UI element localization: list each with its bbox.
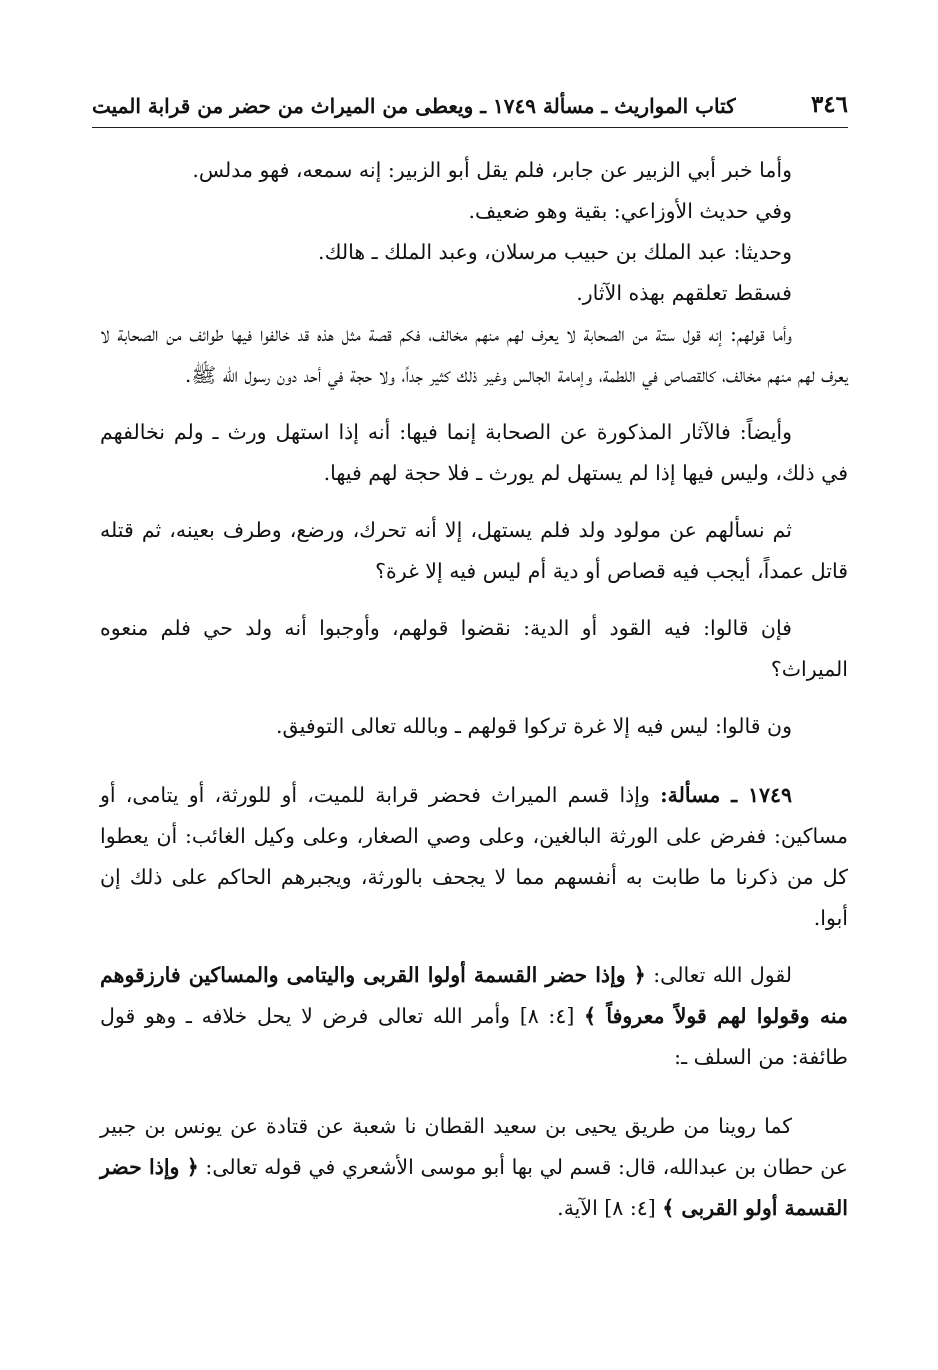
narration-verse: ﴿ وإذا حضر القسمة أولو القربى ﴾: [100, 1155, 848, 1220]
body-text: [100, 150, 848, 1229]
running-title: كتاب المواريث ـ مسألة ١٧٤٩ ـ ويعطى من الميراث من حضر من قرابة الميت: [92, 94, 736, 118]
paragraph-if-they-said-qawad: فإن قالوا: فيه القود أو الدية: نقضوا قولهم، وأوجبوا أنه ولد حي فلم منعوه الميراث؟: [100, 616, 848, 681]
paragraph-if-they-said-ghurra: ون قالوا: ليس فيه إلا غرة تركوا قولهم ـ وبالله تعالى التوفيق.: [276, 714, 792, 738]
paragraph-abd-al-malik: وحديثا: عبد الملك بن حبيب مرسلان، وعبد الملك ـ هالك.: [318, 240, 792, 264]
masala-label: ١٧٤٩ ـ مسألة:: [660, 783, 792, 807]
narration-after: [٤: ٨] الآية.: [557, 1196, 663, 1220]
evidence-paragraph: [100, 955, 848, 1078]
narration-text: كما روينا من طريق يحيى بن سعيد القطان نا شعبة عن قتادة عن يونس بن جبير عن حطان بن عبدالله، قال: قسم لي بها أبو موسى الأشعري في قوله تعالى:: [100, 1114, 848, 1179]
paragraph-also: وأيضاً: فالآثار المذكورة عن الصحابة إنما فيها: أنه إذا استهل ورث ـ ولم نخالفهم في ذلك، وليس فيها إذا لم يستهل لم يورث ـ فلا حجة لهم فيها.: [100, 420, 848, 485]
paragraph-athar-fall: فسقط تعلقهم بهذه الآثار.: [576, 281, 792, 305]
masala-text: وإذا قسم الميراث فحضر قرابة للميت، أو للورثة، أو يتامى، أو مساكين: ففرض على الورثة البالغين، وعلى وصي الصغار، وعلى وكيل الغائب: أن يعطوا كل من ذكرنا ما طابت به أنفسهم مما لا يجحف بالورثة، ويجبرهم الحاكم على ذلك إن أبوا.: [100, 783, 848, 930]
paragraph-six-companions: وأما قولهم: إنه قول ستة من الصحابة لا يعرف لهم منهم مخالف، فكم قصة مثل هذه قد خالفوا فيها طوائف من الصحابة لا يعرف لهم منهم مخالف، كالقصاص في اللطمة، وإمامة الجالس وغير ذلك كثير جداً، ولا حجة في أحد دون رسول الله ﷺ.: [100, 322, 848, 387]
page-number: ٣٤٦: [810, 91, 848, 118]
running-header: [92, 78, 848, 118]
paragraph-question-newborn: ثم نسألهم عن مولود ولد فلم يستهل، إلا أنه تحرك، ورضع، وطرف بعينه، ثم قتله قاتل عمداً، أيجب فيه قصاص أو دية أم ليس فيه إلا غرة؟: [100, 518, 848, 583]
evidence-after: [٤: ٨] وأمر الله تعالى فرض لا يحل خلافه ـ وهو قول طائفة: من السلف ـ:: [100, 1004, 848, 1069]
evidence-intro: لقول الله تعالى:: [645, 963, 793, 987]
header-rule: [92, 127, 848, 128]
paragraph-awzai: وفي حديث الأوزاعي: بقية وهو ضعيف.: [468, 199, 792, 223]
paragraph-abu-zubayr: وأما خبر أبي الزبير عن جابر، فلم يقل أبو الزبير: إنه سمعه، فهو مدلس.: [192, 158, 792, 182]
quran-verse: ﴿ وإذا حضر القسمة أولوا القربى واليتامى والمساكين فارزقوهم منه وقولوا لهم قولاً معروفاً ﴾: [100, 963, 848, 1028]
masala-paragraph: [100, 775, 848, 939]
narration-paragraph: [100, 1106, 848, 1229]
